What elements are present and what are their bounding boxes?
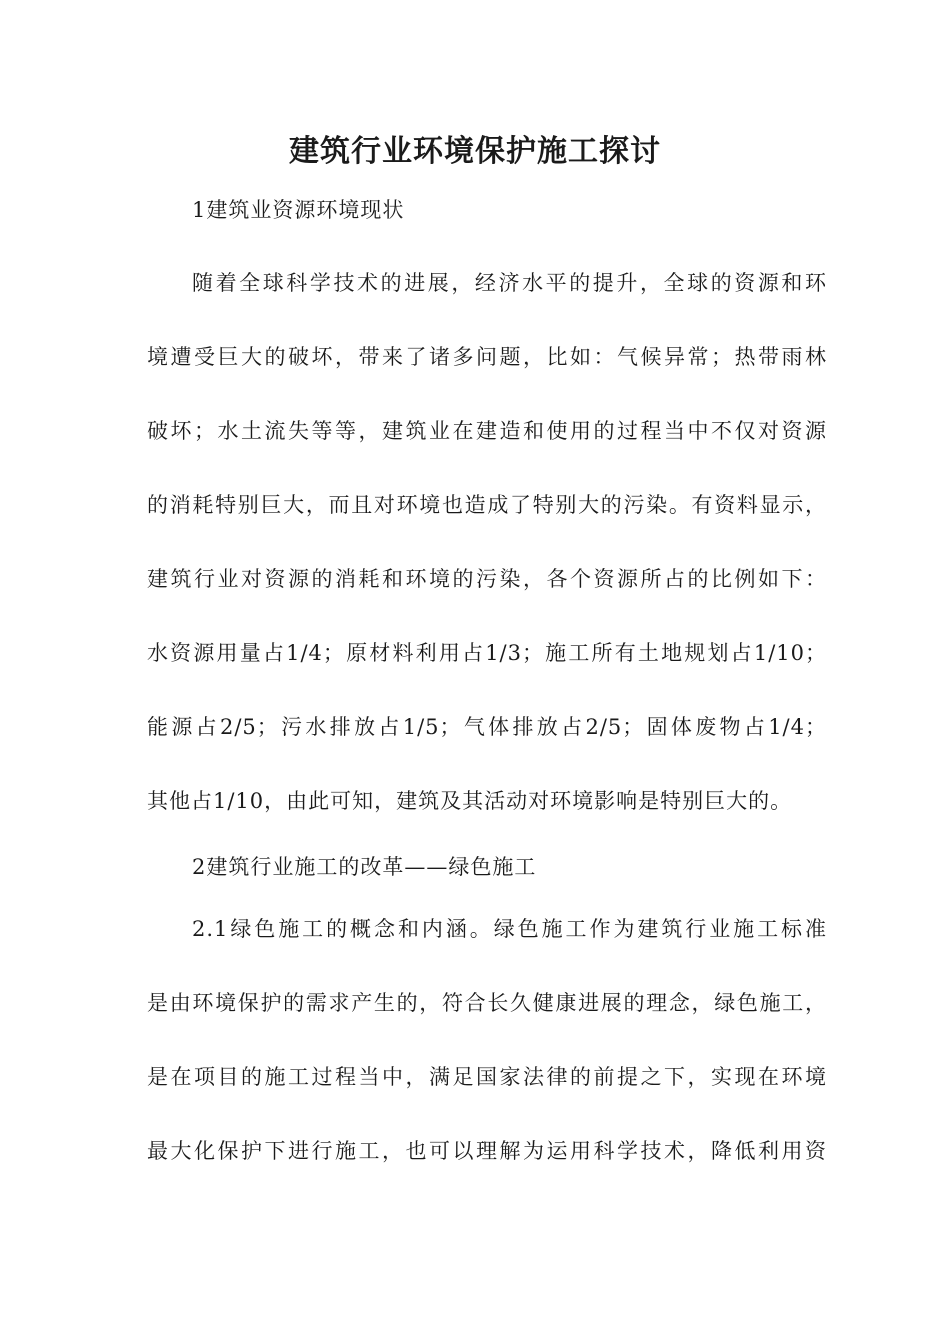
paragraph-line: 破坏；水土流失等等，建筑业在建造和使用的过程当中不仅对资源 [147,419,827,443]
paragraph-line: 建筑行业对资源的消耗和环境的污染，各个资源所占的比例如下： [147,567,827,591]
paragraph-line: 是由环境保护的需求产生的，符合长久健康进展的理念，绿色施工， [147,991,827,1015]
paragraph-line: 境遭受巨大的破坏，带来了诸多问题，比如：气候异常；热带雨林 [147,345,827,369]
paragraph-line: 的消耗特别巨大，而且对环境也造成了特别大的污染。有资料显示， [147,493,827,517]
paragraph-line: 水资源用量占1/4；原材料利用占1/3；施工所有土地规划占1/10； [147,641,827,665]
section-heading-1: 1建筑业资源环境现状 [192,198,405,222]
paragraph-line: 是在项目的施工过程当中，满足国家法律的前提之下，实现在环境 [147,1065,827,1089]
section-heading-2: 2建筑行业施工的改革——绿色施工 [192,855,537,879]
paragraph-line: 其他占1/10，由此可知，建筑及其活动对环境影响是特别巨大的。 [147,789,793,813]
paragraph-line: 最大化保护下进行施工，也可以理解为运用科学技术，降低利用资 [147,1139,827,1163]
paragraph-line: 2.1绿色施工的概念和内涵。绿色施工作为建筑行业施工标准 [192,917,827,941]
paragraph-line: 能源占2/5；污水排放占1/5；气体排放占2/5；固体废物占1/4； [147,715,827,739]
document-title: 建筑行业环境保护施工探讨 [289,134,661,169]
paragraph-line: 随着全球科学技术的进展，经济水平的提升，全球的资源和环 [192,271,827,295]
